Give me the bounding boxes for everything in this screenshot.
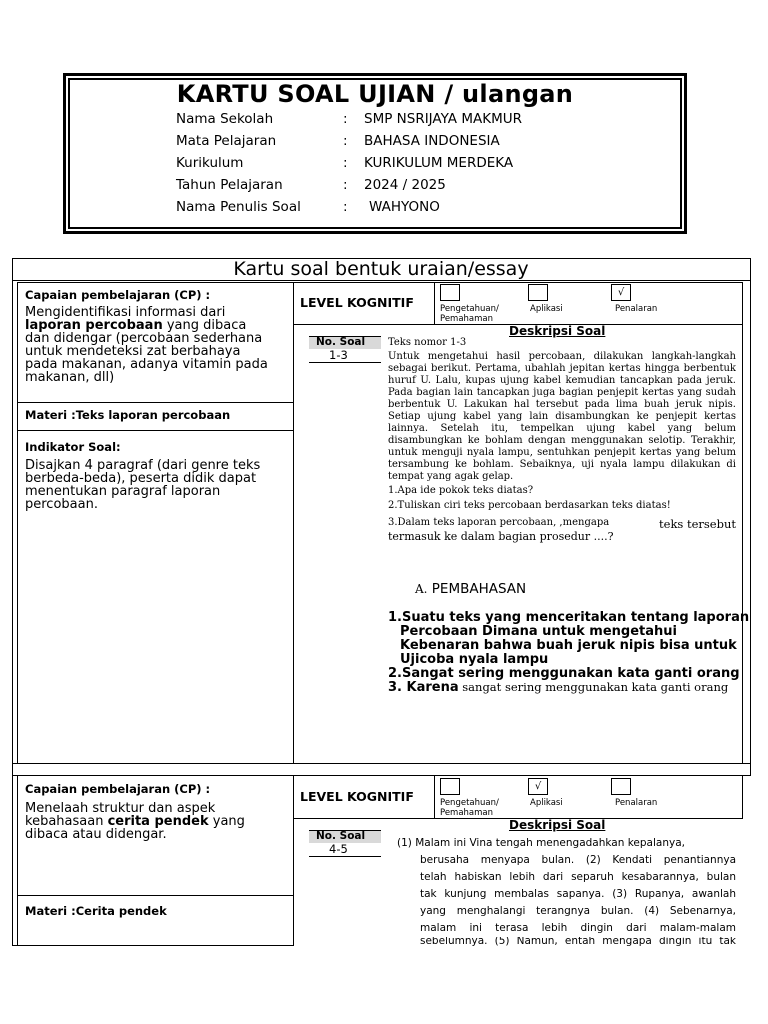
story-line: tak kunjung membalas sapanya. (3) Rupanya, awanlah <box>420 888 736 900</box>
colon: : <box>343 199 348 215</box>
divider <box>12 764 13 946</box>
cp-text-line: Menelaah struktur dan aspek <box>25 801 216 816</box>
cp-text-line: pada makanan, adanya vitamin pada <box>25 357 268 372</box>
divider <box>293 776 294 946</box>
colon: : <box>343 155 348 171</box>
cp-label: Capaian pembelajaran (CP) : <box>25 288 211 302</box>
level-label-aplikasi: Aplikasi <box>530 304 563 314</box>
story-line: berusaha menyapa bulan. (2) Kendati penantiannya <box>420 854 736 866</box>
label-mata-pelajaran: Mata Pelajaran <box>176 133 277 149</box>
divider <box>742 776 743 818</box>
answer-2: 2.Sangat sering menggunakan kata ganti orang <box>388 666 740 681</box>
no-soal-label: No. Soal <box>316 336 366 348</box>
divider <box>12 763 751 764</box>
cp-text-part: kebahasaan <box>25 814 108 829</box>
question-3-line <box>388 517 736 531</box>
colon: : <box>343 111 348 127</box>
question-3-part: teks tersebut <box>659 517 736 531</box>
level-label-pengetahuan: Pengetahuan/ <box>440 798 499 808</box>
section-title: Kartu soal bentuk uraian/essay <box>233 258 529 280</box>
level-label-pengetahuan: Pengetahuan/ <box>440 304 499 314</box>
cp-text-line: untuk mendeteksi zat berbahaya <box>25 344 241 359</box>
question-3-part: 3.Dalam teks laporan percobaan, ,mengapa <box>388 517 610 528</box>
divider <box>742 282 743 763</box>
pembahasan-title: PEMBAHASAN <box>431 581 527 597</box>
level-label-penalaran: Penalaran <box>615 304 658 314</box>
colon: : <box>343 133 348 149</box>
divider <box>17 282 743 283</box>
story-line: yang menghalangi terangnya bulan. (4) Sebenarnya, <box>420 905 736 917</box>
reading-paragraph: Untuk mengetahui hasil percobaan, dilakukan langkah-langkah sebagai berikut. Pertama, ubahlah jepitan kertas hingga berbentuk huruf U. Lalu, kupas ujung kabel kemudian tancapkan pada jeruk. Pada bagian lain tancapkan juga bagian penjepit kertas yang sudah berbentuk U. Lakukan hal tersebut pada lima buah jeruk nipis. Setiap ujung kabel yang lain disambungkan ke penjepit kertas lainnya. Setelah itu, tempelkan ujung kabel yang belum disambungkan ke bohlam dengan menggunakan selotip. Terakhir, untuk menguji nyala lampu, sentuhkan penjepit kertas yang belum tersambung ke bohlam. Sebaiknya, uji nyala lampu dilakukan di tempat yang agak gelap. <box>388 351 736 482</box>
level-label-penalaran: Penalaran <box>615 798 658 808</box>
divider <box>12 775 751 776</box>
no-soal-label: No. Soal <box>316 830 366 842</box>
page-title: KARTU SOAL UJIAN / ulangan <box>176 80 574 108</box>
question-2: 2.Tuliskan ciri teks percobaan berdasarkan teks diatas! <box>388 500 671 511</box>
indikator-text-line: menentukan paragraf laporan <box>25 484 221 499</box>
divider <box>434 776 435 818</box>
deskripsi-title: Deskripsi Soal <box>509 818 606 832</box>
cp-text-bold: cerita pendek <box>107 814 209 829</box>
divider <box>17 776 18 946</box>
answer-1-line: Kebenaran bahwa buah jeruk nipis bisa untuk <box>400 638 737 653</box>
level-kognitif-label: LEVEL KOGNITIF <box>300 789 414 804</box>
level-checkbox-pengetahuan[interactable] <box>440 778 460 795</box>
value-nama-penulis: WAHYONO <box>369 199 440 215</box>
cp-text-line: dibaca atau didengar. <box>25 827 167 842</box>
level-checkbox-aplikasi[interactable] <box>528 284 548 301</box>
level-checkbox-pengetahuan[interactable] <box>440 284 460 301</box>
level-label-aplikasi: Aplikasi <box>530 798 563 808</box>
colon: : <box>343 177 348 193</box>
level-kognitif-label: LEVEL KOGNITIF <box>300 295 414 310</box>
level-label-pemahaman: Pemahaman <box>440 314 494 324</box>
cp-text-rest: yang <box>208 814 245 829</box>
cp-text-line: makanan, dll) <box>25 370 115 385</box>
answer-1-line: 1.Suatu teks yang menceritakan tentang laporan <box>388 610 750 625</box>
label-kurikulum: Kurikulum <box>176 155 244 171</box>
divider <box>293 282 294 763</box>
story-line: sebelumnya. (5) Namun, entah mengapa dingin itu tak <box>420 937 736 946</box>
story-line: (1) Malam ini Vina tengah menengadahkan kepalanya, <box>397 837 685 849</box>
value-mata-pelajaran: BAHASA INDONESIA <box>364 133 500 149</box>
answer-3 <box>388 680 728 695</box>
label-tahun-pelajaran: Tahun Pelajaran <box>176 177 283 193</box>
pembahasan-prefix: A. <box>415 582 428 596</box>
question-3-line: termasuk ke dalam bagian prosedur ....? <box>388 530 614 543</box>
divider <box>434 282 435 324</box>
divider <box>17 282 18 763</box>
divider <box>17 402 293 403</box>
answer-3-rest: sangat sering menggunakan kata ganti orang <box>458 680 729 694</box>
cp-text-line: dan didengar (percobaan sederhana <box>25 331 263 346</box>
level-checkbox-penalaran[interactable] <box>611 778 631 795</box>
value-kurikulum: KURIKULUM MERDEKA <box>364 155 514 171</box>
cp-text-rest: yang dibaca <box>162 318 247 333</box>
divider <box>17 895 293 896</box>
value-tahun-pelajaran: 2024 / 2025 <box>364 177 446 193</box>
materi-label: Materi :Teks laporan percobaan <box>25 408 231 422</box>
answer-3-bold: 3. Karena <box>388 680 459 695</box>
value-nama-sekolah: SMP NSRIJAYA MAKMUR <box>364 111 522 127</box>
deskripsi-title: Deskripsi Soal <box>509 324 606 338</box>
divider <box>17 430 293 431</box>
cp-label: Capaian pembelajaran (CP) : <box>25 782 211 796</box>
pembahasan-heading <box>415 581 526 597</box>
indikator-text-line: Disajkan 4 paragraf (dari genre teks <box>25 458 261 473</box>
indikator-text-line: percobaan. <box>25 497 98 512</box>
level-label-pemahaman: Pemahaman <box>440 808 494 818</box>
indikator-label: Indikator Soal: <box>25 440 121 454</box>
answer-1-line: Ujicoba nyala lampu <box>400 652 549 667</box>
story-line: malam ini terasa lebih dingin dari malam-malam <box>420 922 736 934</box>
teks-nomor: Teks nomor 1-3 <box>388 337 467 348</box>
answer-1-line: Percobaan Dimana untuk mengetahui <box>400 624 677 639</box>
label-nama-sekolah: Nama Sekolah <box>176 111 274 127</box>
materi-label: Materi :Cerita pendek <box>25 904 167 918</box>
question-1: 1.Apa ide pokok teks diatas? <box>388 485 534 496</box>
indikator-text-line: berbeda-beda), peserta didik dapat <box>25 471 257 486</box>
cp-text-bold: laporan percobaan <box>25 318 163 333</box>
level-checkbox-penalaran[interactable]: √ <box>611 284 631 301</box>
divider <box>12 945 294 946</box>
no-soal-value: 1-3 <box>329 348 348 362</box>
story-line: telah habiskan lebih dari separuh kesabarannya, bulan <box>420 871 736 883</box>
no-soal-value: 4-5 <box>329 842 348 856</box>
level-checkbox-aplikasi[interactable]: √ <box>528 778 548 795</box>
divider <box>12 280 751 281</box>
cp-text-line: Mengidentifikasi informasi dari <box>25 305 226 320</box>
label-nama-penulis: Nama Penulis Soal <box>176 199 301 215</box>
